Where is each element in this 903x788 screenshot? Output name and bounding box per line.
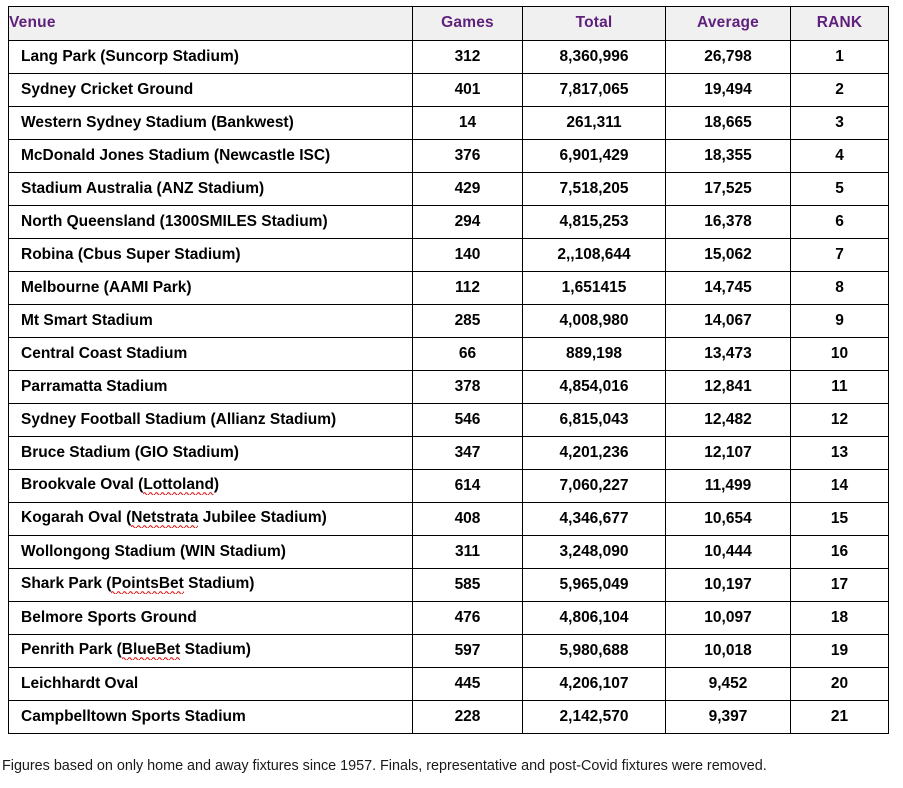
cell-total: 4,206,107 xyxy=(523,668,666,701)
cell-total: 7,060,227 xyxy=(523,470,666,503)
cell-total: 4,854,016 xyxy=(523,371,666,404)
cell-total: 4,346,677 xyxy=(523,503,666,536)
cell-venue: McDonald Jones Stadium (Newcastle ISC) xyxy=(9,140,413,173)
cell-average: 10,018 xyxy=(666,635,791,668)
cell-games: 112 xyxy=(413,272,523,305)
table-row xyxy=(9,74,889,107)
cell-games: 401 xyxy=(413,74,523,107)
cell-venue: Mt Smart Stadium xyxy=(9,305,413,338)
cell-rank: 5 xyxy=(791,173,889,206)
cell-rank: 11 xyxy=(791,371,889,404)
spellcheck-underline: Lottoland xyxy=(143,476,214,494)
cell-games: 347 xyxy=(413,437,523,470)
cell-total: 7,518,205 xyxy=(523,173,666,206)
cell-total: 2,,108,644 xyxy=(523,239,666,272)
cell-games: 14 xyxy=(413,107,523,140)
cell-total: 6,815,043 xyxy=(523,404,666,437)
cell-total: 889,198 xyxy=(523,338,666,371)
cell-rank: 9 xyxy=(791,305,889,338)
cell-venue: Western Sydney Stadium (Bankwest) xyxy=(9,107,413,140)
cell-average: 18,355 xyxy=(666,140,791,173)
cell-rank: 17 xyxy=(791,569,889,602)
cell-games: 311 xyxy=(413,536,523,569)
cell-games: 429 xyxy=(413,173,523,206)
cell-venue: Leichhardt Oval xyxy=(9,668,413,701)
cell-venue: Brookvale Oval (Lottoland) xyxy=(9,470,413,503)
cell-venue: Campbelltown Sports Stadium xyxy=(9,701,413,734)
cell-venue: Stadium Australia (ANZ Stadium) xyxy=(9,173,413,206)
cell-rank: 12 xyxy=(791,404,889,437)
cell-venue: Bruce Stadium (GIO Stadium) xyxy=(9,437,413,470)
cell-average: 14,745 xyxy=(666,272,791,305)
cell-average: 19,494 xyxy=(666,74,791,107)
table-header-row xyxy=(9,7,889,41)
cell-total: 6,901,429 xyxy=(523,140,666,173)
cell-total: 261,311 xyxy=(523,107,666,140)
cell-average: 13,473 xyxy=(666,338,791,371)
cell-venue: North Queensland (1300SMILES Stadium) xyxy=(9,206,413,239)
cell-total: 4,008,980 xyxy=(523,305,666,338)
cell-total: 5,980,688 xyxy=(523,635,666,668)
column-header-venue[interactable]: Venue xyxy=(9,7,413,41)
table-row xyxy=(9,272,889,305)
column-header-rank[interactable]: RANK xyxy=(791,7,889,41)
cell-total: 2,142,570 xyxy=(523,701,666,734)
cell-average: 12,107 xyxy=(666,437,791,470)
cell-games: 546 xyxy=(413,404,523,437)
cell-games: 476 xyxy=(413,602,523,635)
cell-rank: 2 xyxy=(791,74,889,107)
cell-rank: 3 xyxy=(791,107,889,140)
table-row xyxy=(9,701,889,734)
cell-average: 17,525 xyxy=(666,173,791,206)
table-row xyxy=(9,371,889,404)
cell-rank: 8 xyxy=(791,272,889,305)
footnote: Figures based on only home and away fixtures since 1957. Finals, representative and post-Covid fixtures were removed. xyxy=(2,758,767,774)
cell-rank: 4 xyxy=(791,140,889,173)
cell-games: 66 xyxy=(413,338,523,371)
table-header xyxy=(9,7,889,41)
cell-rank: 19 xyxy=(791,635,889,668)
cell-rank: 18 xyxy=(791,602,889,635)
table-row xyxy=(9,206,889,239)
cell-average: 12,841 xyxy=(666,371,791,404)
cell-games: 294 xyxy=(413,206,523,239)
cell-total: 7,817,065 xyxy=(523,74,666,107)
cell-total: 4,201,236 xyxy=(523,437,666,470)
cell-average: 10,654 xyxy=(666,503,791,536)
cell-total: 4,806,104 xyxy=(523,602,666,635)
table-row xyxy=(9,305,889,338)
cell-venue: Kogarah Oval (Netstrata Jubilee Stadium) xyxy=(9,503,413,536)
cell-total: 4,815,253 xyxy=(523,206,666,239)
cell-venue: Sydney Cricket Ground xyxy=(9,74,413,107)
cell-rank: 13 xyxy=(791,437,889,470)
table-row xyxy=(9,635,889,668)
cell-venue: Shark Park (PointsBet Stadium) xyxy=(9,569,413,602)
cell-average: 14,067 xyxy=(666,305,791,338)
table-body xyxy=(9,41,889,734)
cell-total: 5,965,049 xyxy=(523,569,666,602)
cell-total: 1,651415 xyxy=(523,272,666,305)
cell-games: 597 xyxy=(413,635,523,668)
cell-games: 140 xyxy=(413,239,523,272)
cell-venue: Belmore Sports Ground xyxy=(9,602,413,635)
cell-games: 378 xyxy=(413,371,523,404)
cell-rank: 1 xyxy=(791,41,889,74)
cell-rank: 16 xyxy=(791,536,889,569)
cell-venue: Parramatta Stadium xyxy=(9,371,413,404)
spellcheck-underline: PointsBet xyxy=(111,575,184,593)
venue-attendance-table xyxy=(8,6,889,734)
cell-average: 26,798 xyxy=(666,41,791,74)
cell-average: 16,378 xyxy=(666,206,791,239)
cell-rank: 10 xyxy=(791,338,889,371)
cell-rank: 21 xyxy=(791,701,889,734)
spellcheck-underline: BlueBet xyxy=(121,641,181,659)
cell-rank: 7 xyxy=(791,239,889,272)
cell-rank: 6 xyxy=(791,206,889,239)
cell-average: 10,097 xyxy=(666,602,791,635)
cell-average: 9,397 xyxy=(666,701,791,734)
column-header-games[interactable]: Games xyxy=(413,7,523,41)
cell-average: 11,499 xyxy=(666,470,791,503)
cell-average: 18,665 xyxy=(666,107,791,140)
table-row xyxy=(9,173,889,206)
cell-games: 376 xyxy=(413,140,523,173)
column-header-average[interactable]: Average xyxy=(666,7,791,41)
table-row xyxy=(9,470,889,503)
table-row xyxy=(9,503,889,536)
cell-venue: Robina (Cbus Super Stadium) xyxy=(9,239,413,272)
table-row xyxy=(9,404,889,437)
column-header-total[interactable]: Total xyxy=(523,7,666,41)
table-row xyxy=(9,338,889,371)
cell-venue: Lang Park (Suncorp Stadium) xyxy=(9,41,413,74)
cell-average: 9,452 xyxy=(666,668,791,701)
table-row xyxy=(9,140,889,173)
table-row xyxy=(9,602,889,635)
cell-rank: 14 xyxy=(791,470,889,503)
cell-games: 228 xyxy=(413,701,523,734)
table-row xyxy=(9,239,889,272)
cell-rank: 20 xyxy=(791,668,889,701)
cell-average: 15,062 xyxy=(666,239,791,272)
cell-average: 10,197 xyxy=(666,569,791,602)
cell-games: 585 xyxy=(413,569,523,602)
cell-average: 12,482 xyxy=(666,404,791,437)
cell-games: 312 xyxy=(413,41,523,74)
table-row xyxy=(9,668,889,701)
cell-total: 8,360,996 xyxy=(523,41,666,74)
cell-games: 614 xyxy=(413,470,523,503)
cell-total: 3,248,090 xyxy=(523,536,666,569)
cell-average: 10,444 xyxy=(666,536,791,569)
cell-games: 285 xyxy=(413,305,523,338)
cell-rank: 15 xyxy=(791,503,889,536)
cell-games: 408 xyxy=(413,503,523,536)
spellcheck-underline: Netstrata xyxy=(131,509,199,527)
table-row xyxy=(9,536,889,569)
table-row xyxy=(9,437,889,470)
table-row xyxy=(9,41,889,74)
table-row xyxy=(9,107,889,140)
cell-venue: Wollongong Stadium (WIN Stadium) xyxy=(9,536,413,569)
cell-venue: Sydney Football Stadium (Allianz Stadium) xyxy=(9,404,413,437)
table-row xyxy=(9,569,889,602)
cell-venue: Penrith Park (BlueBet Stadium) xyxy=(9,635,413,668)
cell-games: 445 xyxy=(413,668,523,701)
cell-venue: Melbourne (AAMI Park) xyxy=(9,272,413,305)
cell-venue: Central Coast Stadium xyxy=(9,338,413,371)
